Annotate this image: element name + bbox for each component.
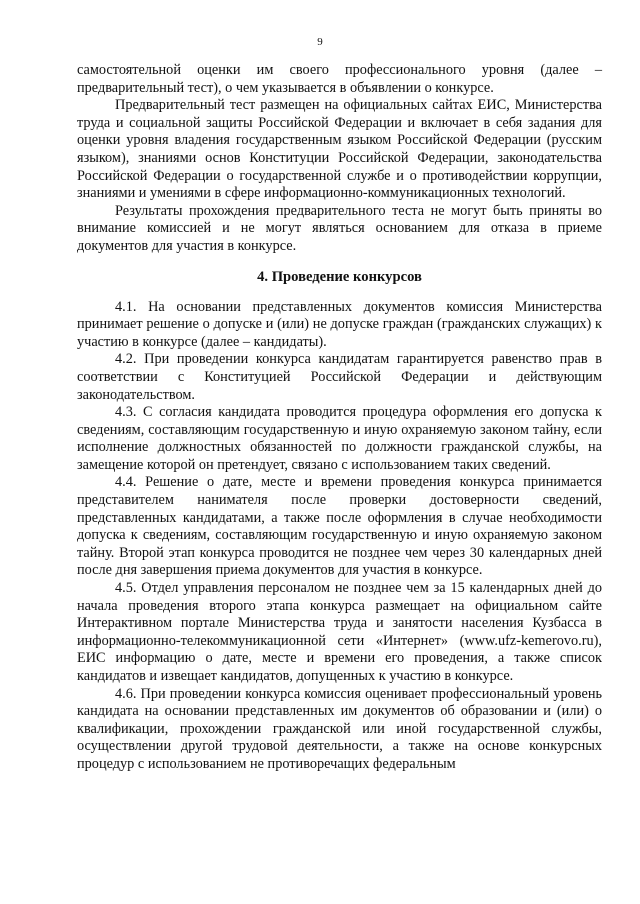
intro-paragraph-continued: самостоятельной оценки им своего профессионального уровня (далее – предварительный тест), о чем указывается в объявлении о конкурсе. <box>77 62 602 96</box>
section-heading-wrap <box>77 268 602 286</box>
paragraph-4-5: 4.5. Отдел управления персоналом не позднее чем за 15 календарных дней до начала проведения второго этапа конкурса размещает на официальном сайте Интерактивном портале Министерства труда и занятости населения Кузбасса в информационно-телекоммуникационной сети «Интернет» (www.ufz-kemerovo.ru), ЕИС информацию о дате, месте и времени его проведения, а также список кандидатов и извещает кандидатов, допущенных к участию в конкурсе. <box>77 580 602 684</box>
section-heading: 4. Проведение конкурсов <box>257 268 422 285</box>
paragraph-4-3: 4.3. С согласия кандидата проводится процедура оформления его допуска к сведениям, составляющим государственную и иную охраняемую законом тайну, если исполнение должностных обязанностей по должности гражданской службы, на замещение которой он претендует, связано с использованием таких сведений. <box>77 404 602 473</box>
intro-paragraph-preliminary-test: Предварительный тест размещен на официальных сайтах ЕИС, Министерства труда и социальной защиты Российской Федерации и включает в себя задания для оценки уровня владения государственным языком Российской Федерации (русским языком), знаниями основ Конституции Российской Федерации, законодательства Российской Федерации о государственной службе и о противодействии коррупции, знаниями и умениями в сфере информационно-коммуникационных технологий. <box>77 97 602 202</box>
document-body <box>77 62 602 774</box>
paragraph-4-6: 4.6. При проведении конкурса комиссия оценивает профессиональный уровень кандидата на основании представленных им документов об образовании и (или) о квалификации, прохождении гражданской или иной государственной службы, осуществлении другой трудовой деятельности, а также на основе конкурсных процедур с использованием не противоречащих федеральным <box>77 685 602 772</box>
paragraph-4-4: 4.4. Решение о дате, месте и времени проведения конкурса принимается представителем нанимателя после проверки достоверности сведений, представленных кандидатами, а также после оформления в случае необходимости допуска к сведениям, составляющим государственную и иную охраняемую законом тайну. Второй этап конкурса проводится не позднее чем через 30 календарных дней после дня завершения приема документов для участия в конкурсе. <box>77 474 602 579</box>
paragraph-4-1: 4.1. На основании представленных документов комиссия Министерства принимает решение о допуске и (или) не допуске граждан (гражданских служащих) к участию в конкурсе (далее – кандидаты). <box>77 298 602 350</box>
paragraph-4-2: 4.2. При проведении конкурса кандидатам гарантируется равенство прав в соответствии с Конституцией Российской Федерации и действующим законодательством. <box>77 351 602 403</box>
page-number: 9 <box>317 36 323 48</box>
intro-paragraph-test-results: Результаты прохождения предварительного теста не могут быть приняты во внимание комиссией и не могут являться основанием для отказа в приеме документов для участия в конкурсе. <box>77 202 602 254</box>
